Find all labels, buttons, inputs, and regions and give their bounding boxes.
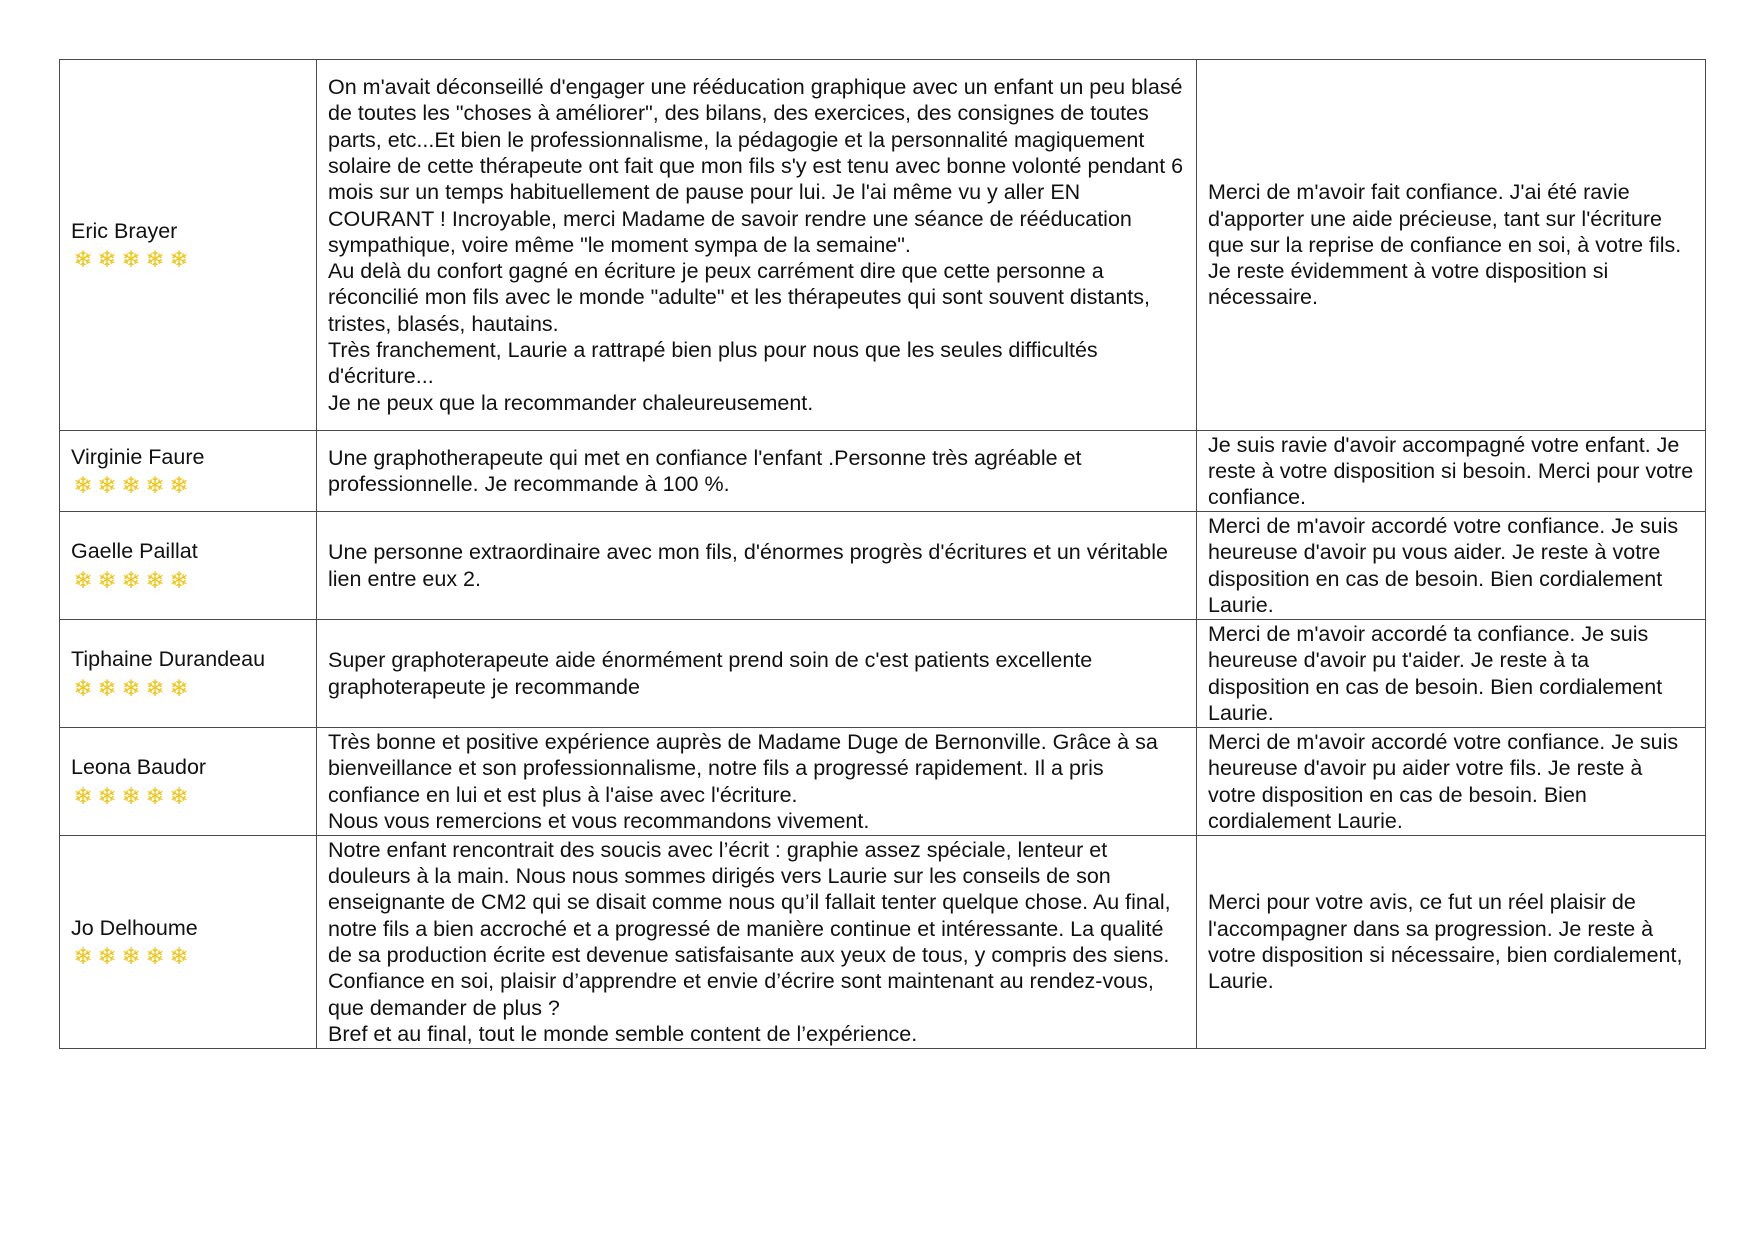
reply-text: Merci de m'avoir accordé ta confiance. Je suis heureuse d'avoir pu t'aider. Je reste à ta disposition en cas de besoin. Bien cordialement Laurie.: [1208, 621, 1663, 725]
snowflake-icon: ❄: [145, 246, 165, 273]
snowflake-icon: ❄: [145, 782, 165, 809]
snowflake-icon: ❄: [145, 472, 165, 499]
review-text-cell: [317, 431, 1197, 512]
star-rating: [71, 246, 305, 272]
review-text-cell: [317, 512, 1197, 620]
snowflake-icon: ❄: [73, 943, 93, 970]
snowflake-icon: ❄: [97, 782, 117, 809]
reviewer-name: Leona Baudor: [71, 755, 207, 780]
reviewer-cell: [60, 512, 317, 620]
reply-text: Merci de m'avoir accordé votre confiance. Je suis heureuse d'avoir pu vous aider. Je reste à votre disposition en cas de besoin. Bien cordialement Laurie.: [1208, 513, 1679, 617]
snowflake-icon: ❄: [73, 246, 93, 273]
reply-cell: [1197, 60, 1706, 431]
reviewer-cell: [60, 836, 317, 1049]
snowflake-icon: ❄: [169, 246, 189, 273]
reviewer-name: Virginie Faure: [71, 444, 205, 469]
reviewer-cell: [60, 620, 317, 728]
review-paragraph: Super graphoterapeute aide énormément prend soin de c'est patients excellente graphoterapeute je recommande: [328, 648, 1093, 699]
review-paragraph: On m'avait déconseillé d'engager une rééducation graphique avec un enfant un peu blasé de toutes les "choses à améliorer", des bilans, des exercices, des consignes de toutes parts, etc...Et bien le professionnalisme, la pédagogie et la personnalité magiquement solaire de cette thérapeute ont fait que mon fils s'y est tenu avec bonne volonté pendant 6 mois sur un temps habituellement de pause pour lui. Je l'ai même vu y aller EN COURANT ! Incroyable, merci Madame de savoir rendre une séance de rééducation sympathique, voire même "le moment sympa de la semaine".: [328, 75, 1184, 257]
reviewer-name: Jo Delhoume: [71, 915, 198, 940]
snowflake-icon: ❄: [121, 246, 141, 273]
review-paragraph: Bref et au final, tout le monde semble content de l’expérience.: [328, 1021, 918, 1046]
review-paragraph: Nous vous remercions et vous recommandons vivement.: [328, 808, 870, 833]
reply-cell: [1197, 512, 1706, 620]
snowflake-icon: ❄: [145, 674, 165, 701]
reviewer-name: Tiphaine Durandeau: [71, 647, 266, 672]
review-text-cell: [317, 728, 1197, 836]
reviewer-cell: [60, 431, 317, 512]
reply-cell: [1197, 431, 1706, 512]
review-paragraph: Je ne peux que la recommander chaleureusement.: [328, 390, 814, 415]
reviewer-name: Gaelle Paillat: [71, 539, 198, 564]
review-paragraph: Une personne extraordinaire avec mon fils, d'énormes progrès d'écritures et un véritable lien entre eux 2.: [328, 540, 1168, 591]
snowflake-icon: ❄: [73, 782, 93, 809]
snowflake-icon: ❄: [97, 674, 117, 701]
snowflake-icon: ❄: [97, 472, 117, 499]
reply-text: Merci de m'avoir accordé votre confiance. Je suis heureuse d'avoir pu aider votre fils. Je reste à votre disposition en cas de besoin. Bien cordialement Laurie.: [1208, 729, 1679, 833]
review-paragraph: Notre enfant rencontrait des soucis avec l’écrit : graphie assez spéciale, lenteur et douleurs à la main. Nous nous sommes dirigés vers Laurie sur les conseils de son enseignante de CM2 qui se disait comme nous qu’il fallait tenter quelque chose. Au final, notre fils a bien accroché et a progressé de manière continue et intéressante. La qualité de sa production écrite est devenue satisfaisante aux yeux de tous, y compris des siens. Confiance en soi, plaisir d’apprendre et envie d’écrire sont maintenant au rendez-vous, que demander de plus ?: [328, 837, 1171, 1020]
reviewer-cell: [60, 728, 317, 836]
reply-cell: [1197, 836, 1706, 1049]
snowflake-icon: ❄: [169, 782, 189, 809]
reply-cell: [1197, 620, 1706, 728]
snowflake-icon: ❄: [121, 566, 141, 593]
snowflake-icon: ❄: [97, 943, 117, 970]
review-paragraph: Très franchement, Laurie a rattrapé bien plus pour nous que les seules difficultés d'écriture...: [328, 338, 1098, 389]
review-text-cell: [317, 836, 1197, 1049]
snowflake-icon: ❄: [121, 943, 141, 970]
snowflake-icon: ❄: [73, 674, 93, 701]
star-rating: [71, 567, 305, 593]
review-text-cell: [317, 620, 1197, 728]
snowflake-icon: ❄: [169, 674, 189, 701]
review-paragraph: Une graphotherapeute qui met en confiance l'enfant .Personne très agréable et professionnelle. Je recommande à 100 %.: [328, 445, 1082, 496]
review-paragraph: Au delà du confort gagné en écriture je peux carrément dire que cette personne a réconcilié mon fils avec le monde "adulte" et les thérapeutes qui sont souvent distants, tristes, blasés, hautains.: [328, 259, 1150, 336]
snowflake-icon: ❄: [145, 566, 165, 593]
reviews-table: [59, 59, 1706, 1049]
snowflake-icon: ❄: [121, 782, 141, 809]
star-rating: [71, 783, 305, 809]
snowflake-icon: ❄: [97, 246, 117, 273]
review-row: [60, 620, 1706, 728]
reviewer-cell: [60, 60, 317, 431]
snowflake-icon: ❄: [121, 674, 141, 701]
snowflake-icon: ❄: [145, 943, 165, 970]
star-rating: [71, 472, 305, 498]
review-row: [60, 836, 1706, 1049]
snowflake-icon: ❄: [121, 472, 141, 499]
review-row: [60, 512, 1706, 620]
reply-text: Je suis ravie d'avoir accompagné votre enfant. Je reste à votre disposition si besoin. Merci pour votre confiance.: [1208, 432, 1694, 510]
review-row: [60, 60, 1706, 431]
review-paragraph: Très bonne et positive expérience auprès de Madame Duge de Bernonville. Grâce à sa bienveillance et son professionnalisme, notre fils a progressé rapidement. Il a pris confiance en lui et est plus à l'aise avec l'écriture.: [328, 729, 1158, 807]
snowflake-icon: ❄: [169, 943, 189, 970]
reviewer-name: Eric Brayer: [71, 218, 178, 243]
review-row: [60, 728, 1706, 836]
review-text-cell: [317, 60, 1197, 431]
reply-text: Merci de m'avoir fait confiance. J'ai été ravie d'apporter une aide précieuse, tant sur l'écriture que sur la reprise de confiance en soi, à votre fils. Je reste évidemment à votre disposition si nécessaire.: [1208, 180, 1682, 310]
review-row: [60, 431, 1706, 512]
snowflake-icon: ❄: [73, 566, 93, 593]
reply-text: Merci pour votre avis, ce fut un réel plaisir de l'accompagner dans sa progression. Je reste à votre disposition si nécessaire, bien cordialement, Laurie.: [1208, 890, 1683, 994]
star-rating: [71, 943, 305, 969]
star-rating: [71, 675, 305, 701]
reply-cell: [1197, 728, 1706, 836]
snowflake-icon: ❄: [169, 566, 189, 593]
snowflake-icon: ❄: [169, 472, 189, 499]
snowflake-icon: ❄: [97, 566, 117, 593]
snowflake-icon: ❄: [73, 472, 93, 499]
